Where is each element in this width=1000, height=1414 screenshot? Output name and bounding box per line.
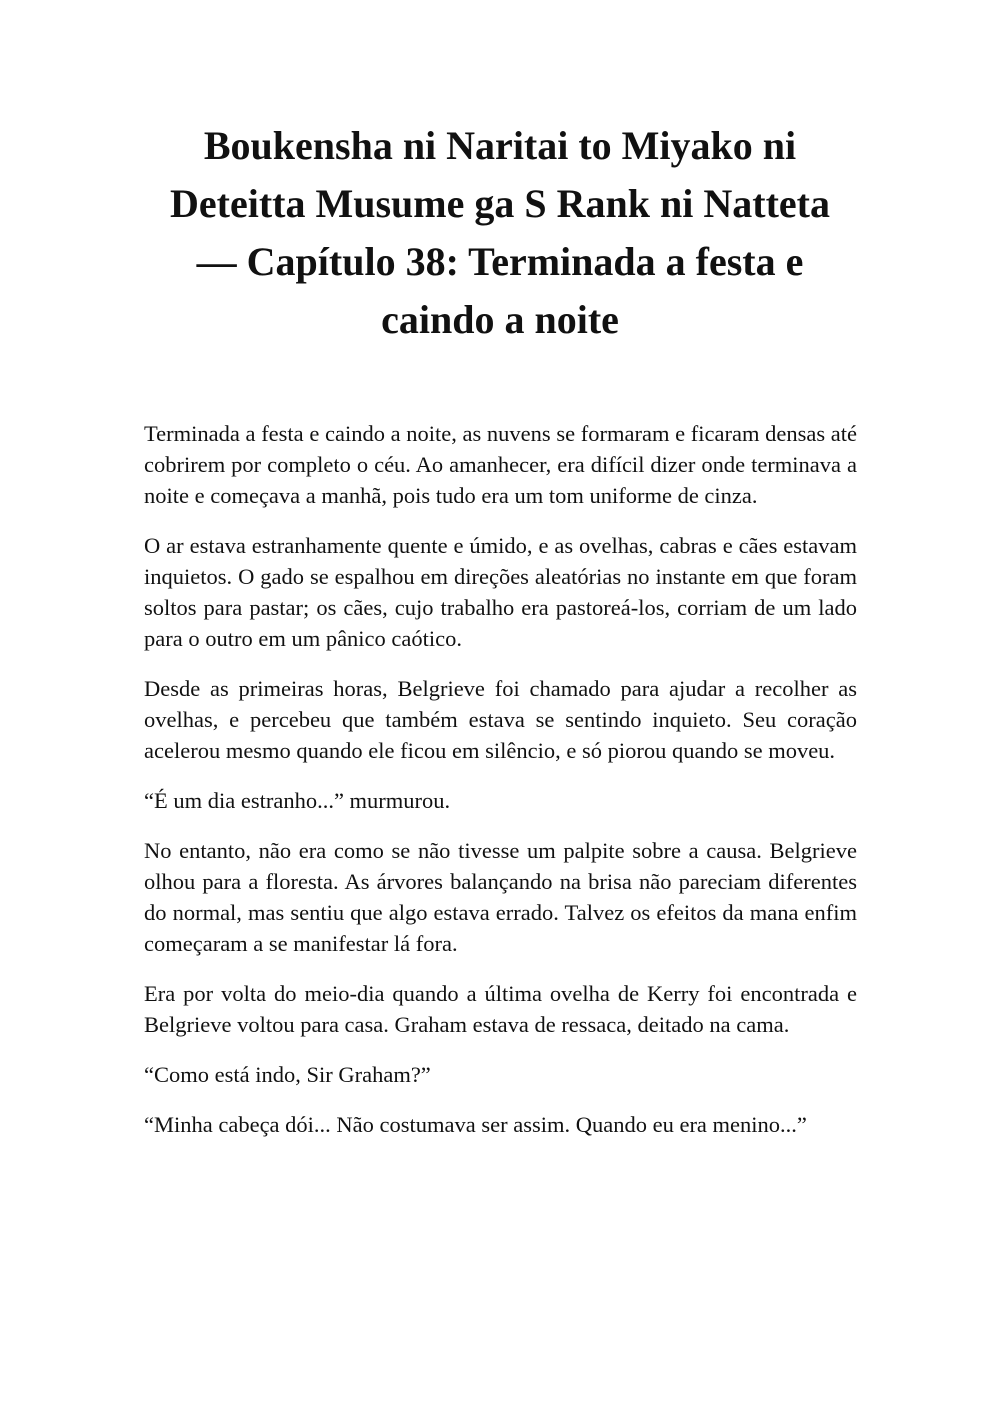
- paragraph: No entanto, não era como se não tivesse um palpite sobre a causa. Belgrieve olhou para a floresta. As árvores balançando na brisa não pareciam diferentes do normal, mas sentiu que algo estava errado. Talvez os efeitos da mana enfim começaram a se manifestar lá fora.: [144, 838, 857, 956]
- chapter-body: [144, 418, 857, 1159]
- paragraph: Terminada a festa e caindo a noite, as nuvens se formaram e ficaram densas até cobrirem por completo o céu. Ao amanhecer, era difícil dizer onde terminava a noite e começava a manhã, pois tudo era um tom uniforme de cinza.: [144, 421, 857, 508]
- dialogue-paragraph: “Minha cabeça dói... Não costumava ser assim. Quando eu era menino...”: [144, 1112, 807, 1137]
- chapter-title: Boukensha ni Naritai to Miyako ni Deteitta Musume ga S Rank ni Natteta — Capítulo 38: Terminada a festa e caindo a noite: [170, 123, 830, 342]
- paragraph: Era por volta do meio-dia quando a última ovelha de Kerry foi encontrada e Belgrieve voltou para casa. Graham estava de ressaca, deitado na cama.: [144, 981, 857, 1037]
- dialogue-paragraph: “É um dia estranho...” murmurou.: [144, 788, 451, 813]
- paragraph: O ar estava estranhamente quente e úmido, e as ovelhas, cabras e cães estavam inquietos. O gado se espalhou em direções aleatórias no instante em que foram soltos para pastar; os cães, cujo trabalho era pastoreá-los, corriam de um lado para o outro em um pânico caótico.: [144, 533, 857, 651]
- dialogue-paragraph: “Como está indo, Sir Graham?”: [144, 1062, 431, 1087]
- paragraph: Desde as primeiras horas, Belgrieve foi chamado para ajudar a recolher as ovelhas, e percebeu que também estava se sentindo inquieto. Seu coração acelerou mesmo quando ele ficou em silêncio, e só piorou quando se moveu.: [144, 676, 857, 763]
